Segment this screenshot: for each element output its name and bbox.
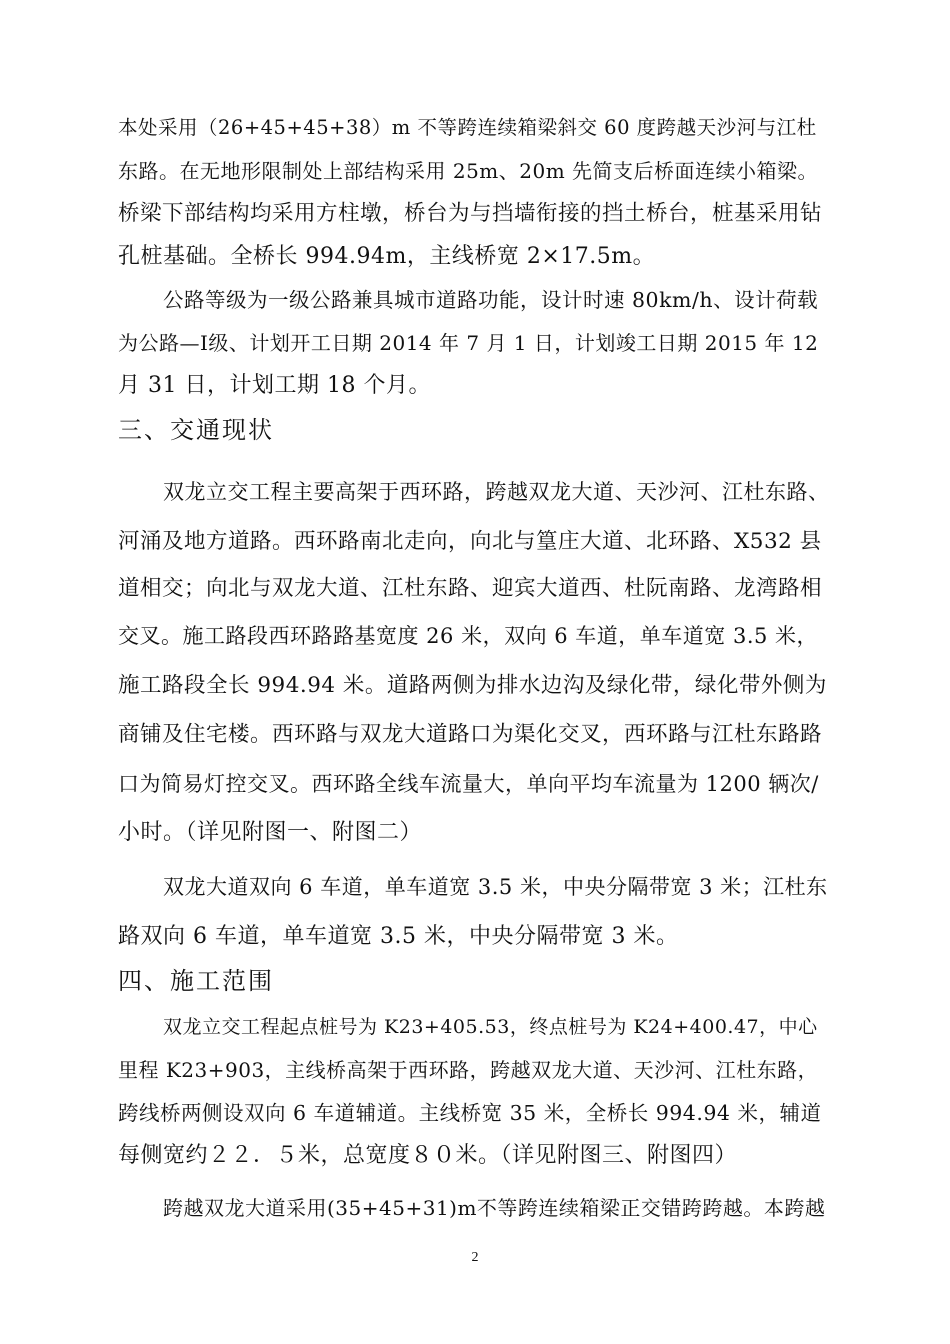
section-heading-construction-scope: 四、施工范围 [118,967,274,995]
paragraph-2-line-3: 月 31 日，计划工期 18 个月。 [118,373,431,398]
paragraph-1-line-1: 本处采用（26+45+45+38）m 不等跨连续箱梁斜交 60 度跨越天沙河与江杜 [118,116,817,139]
paragraph-3-line-1: 双龙立交工程主要高架于西环路，跨越双龙大道、天沙河、江杜东路、 [163,480,830,504]
paragraph-3-line-5: 施工路段全长 994.94 米。道路两侧为排水边沟及绿化带，绿化带外侧为 [118,673,827,698]
page-number: 2 [471,1250,479,1265]
paragraph-5-line-1: 双龙立交工程起点桩号为 K23+405.53，终点桩号为 K24+400.47，中心 [163,1016,818,1038]
paragraph-3-line-8: 小时。（详见附图一、附图二） [118,820,423,845]
paragraph-1-line-4: 孔桩基础。全桥长 994.94m，主线桥宽 2×17.5m。 [118,244,656,269]
paragraph-1-line-3: 桥梁下部结构均采用方柱墩，桥台为与挡墙衔接的挡土桥台，桩基采用钻 [118,201,823,226]
section-heading-traffic-status: 三、交通现状 [118,416,274,444]
paragraph-4-line-1: 双龙大道双向 6 车道，单车道宽 3.5 米，中央分隔带宽 3 米；江杜东 [163,875,828,899]
paragraph-1-line-2: 东路。在无地形限制处上部结构采用 25m、20m 先简支后桥面连续小箱梁。 [118,159,819,183]
paragraph-3-line-3: 道相交；向北与双龙大道、江杜东路、迎宾大道西、杜阮南路、龙湾路相 [118,576,823,601]
paragraph-4-line-2: 路双向 6 车道，单车道宽 3.5 米，中央分隔带宽 3 米。 [118,924,679,949]
paragraph-5-line-3: 跨线桥两侧设双向 6 车道辅道。主线桥宽 35 米，全桥长 994.94 米，辅道 [118,1101,822,1125]
paragraph-5-line-4: 每侧宽约２２．５米，总宽度８０米。（详见附图三、附图四） [118,1143,738,1168]
paragraph-5-line-2: 里程 K23+903，主线桥高架于西环路，跨越双龙大道、天沙河、江杜东路， [118,1058,819,1082]
paragraph-3-line-6: 商铺及住宅楼。西环路与双龙大道路口为渠化交叉，西环路与江杜东路路 [118,722,823,747]
paragraph-3-line-2: 河涌及地方道路。西环路南北走向，向北与篁庄大道、北环路、X532 县 [118,529,822,554]
paragraph-3-line-7: 口为简易灯控交叉。西环路全线车流量大，单向平均车流量为 1200 辆次/ [118,772,819,796]
paragraph-2-line-2: 为公路—Ⅰ级、计划开工日期 2014 年 7 月 1 日，计划竣工日期 2015 年 12 [118,331,819,355]
paragraph-6-line-1: 跨越双龙大道采用(35+45+31)m不等跨连续箱梁正交错跨跨越。本跨越 [163,1196,826,1220]
paragraph-2-line-1: 公路等级为一级公路兼具城市道路功能，设计时速 80km/h、设计荷载 [163,288,819,312]
paragraph-3-line-4: 交叉。施工路段西环路路基宽度 26 米，双向 6 车道，单车道宽 3.5 米， [118,624,819,648]
